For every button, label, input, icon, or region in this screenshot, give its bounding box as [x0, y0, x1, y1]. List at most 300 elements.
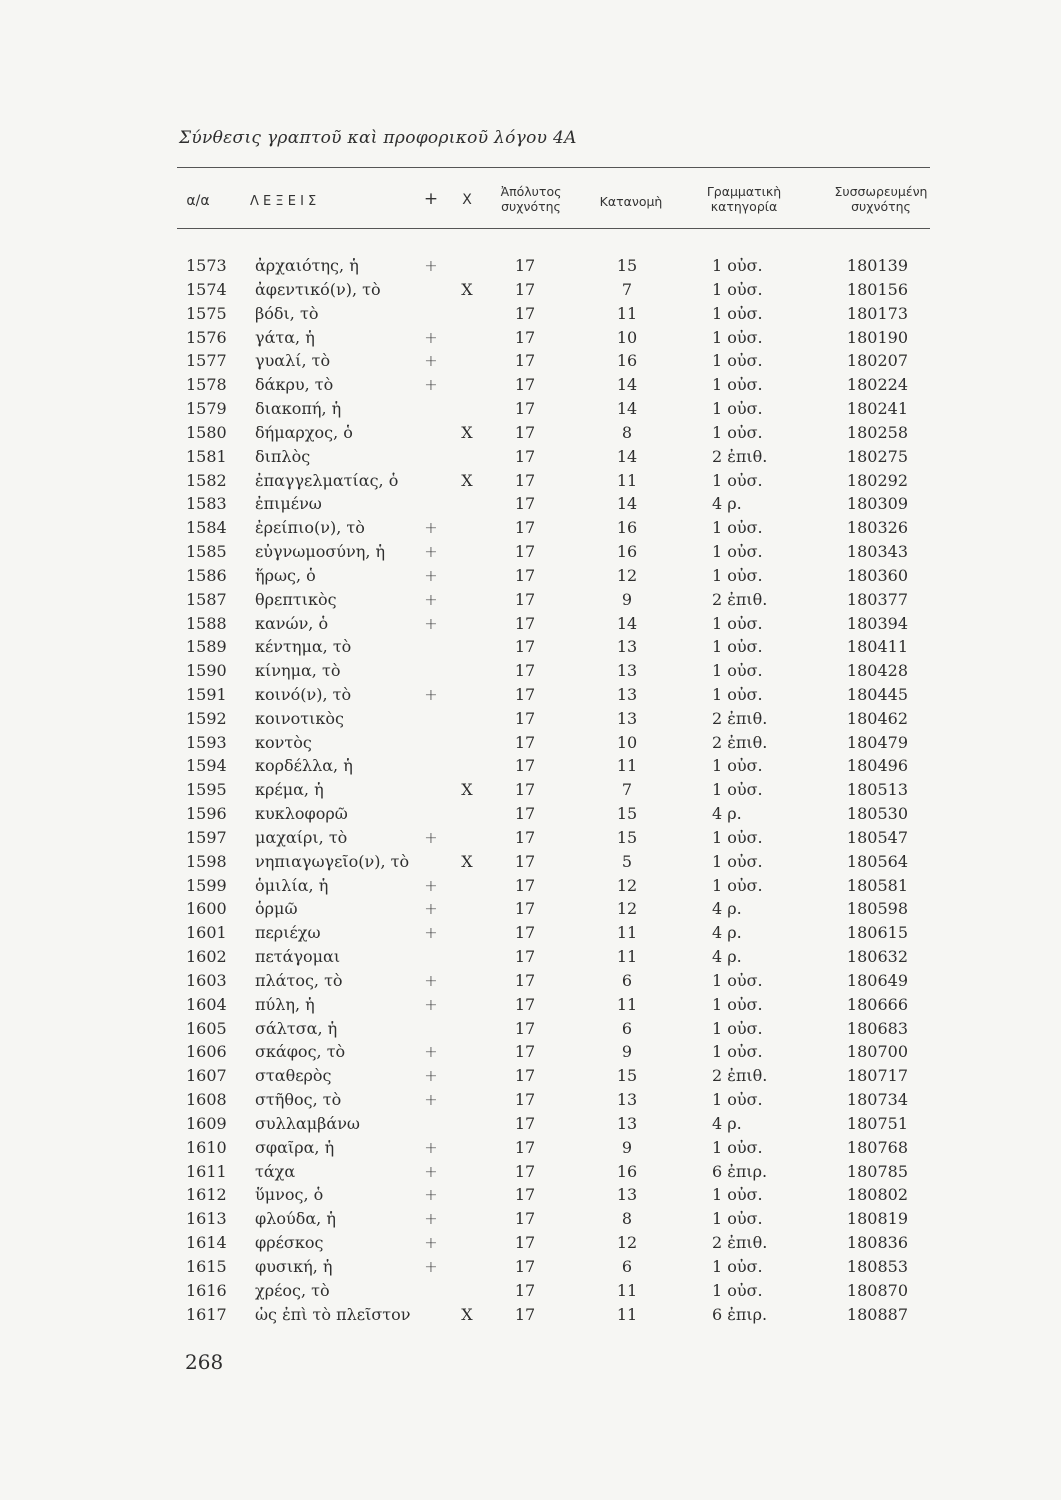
- entry-word: κορδέλλα, ἡ: [255, 756, 353, 776]
- table-row: [0, 278, 1061, 302]
- entry-number: 1592: [186, 708, 227, 728]
- entry-word: πλάτος, τὸ: [255, 970, 343, 990]
- entry-word: συλλαμβάνω: [255, 1113, 360, 1133]
- entry-absolute-frequency: 17: [514, 661, 536, 681]
- entry-plus-mark: +: [424, 827, 438, 847]
- entry-cumulative-frequency: 180394: [846, 613, 908, 633]
- entry-word: θρεπτικὸς: [255, 589, 337, 609]
- entry-absolute-frequency: 17: [514, 1090, 536, 1109]
- entry-distribution: 16: [616, 1161, 638, 1181]
- entry-cumulative-frequency: 180428: [846, 661, 908, 681]
- table-row: [0, 778, 1061, 802]
- entry-number: 1614: [186, 1233, 227, 1252]
- entry-number: 1598: [186, 851, 227, 871]
- table-row: [0, 540, 1061, 564]
- entry-distribution: 12: [616, 1233, 638, 1252]
- entry-plus-mark: +: [424, 351, 438, 371]
- entry-word: φυσική, ἡ: [255, 1256, 333, 1276]
- header-distribution: Κατανομὴ: [599, 194, 663, 209]
- entry-cumulative-frequency: 180173: [846, 303, 908, 323]
- table-row: [0, 1088, 1061, 1112]
- entry-number: 1617: [186, 1304, 227, 1324]
- entry-plus-mark: +: [424, 327, 438, 347]
- entry-word: νηπιαγωγεῖο(ν), τὸ: [255, 851, 410, 871]
- entry-distribution: 13: [616, 684, 638, 704]
- entry-absolute-frequency: 17: [514, 1161, 536, 1181]
- entry-grammatical-category: 1 οὐσ.: [712, 1042, 763, 1062]
- entry-cumulative-frequency: 180224: [846, 375, 908, 395]
- entry-number: 1593: [186, 732, 227, 752]
- entry-plus-mark: +: [424, 1090, 438, 1109]
- table-row: [0, 1303, 1061, 1327]
- entry-cumulative-frequency: 180666: [846, 994, 908, 1014]
- entry-grammatical-category: 1 οὐσ.: [712, 1018, 763, 1038]
- entry-plus-mark: +: [424, 1042, 438, 1062]
- entry-cumulative-frequency: 180632: [846, 947, 908, 967]
- page-title: Σύνθεσις γραπτοῦ καὶ προφορικοῦ λόγου 4Α: [179, 128, 577, 148]
- entry-grammatical-category: 1 οὐσ.: [712, 303, 763, 323]
- entry-absolute-frequency: 17: [514, 279, 536, 299]
- entry-number: 1610: [186, 1137, 227, 1157]
- entry-absolute-frequency: 17: [514, 1066, 536, 1086]
- table-row: [0, 492, 1061, 516]
- table-row: [0, 516, 1061, 540]
- entry-grammatical-category: 4 ρ.: [712, 804, 742, 824]
- entry-plus-mark: +: [424, 1161, 438, 1181]
- entry-number: 1597: [186, 827, 227, 847]
- entry-absolute-frequency: 17: [514, 1209, 536, 1229]
- entry-plus-mark: +: [424, 375, 438, 395]
- header-absolute-frequency: [488, 184, 574, 214]
- entry-cumulative-frequency: 180853: [846, 1256, 908, 1276]
- entry-number: 1611: [186, 1161, 227, 1181]
- entry-distribution: 11: [616, 1280, 638, 1300]
- entry-cumulative-frequency: 180207: [846, 351, 908, 371]
- entry-distribution: 8: [621, 422, 633, 442]
- entry-absolute-frequency: 17: [514, 542, 536, 561]
- entry-absolute-frequency: 17: [514, 613, 536, 633]
- entry-word: εὐγνωμοσύνη, ἡ: [255, 542, 386, 561]
- entry-distribution: 11: [616, 303, 638, 323]
- page-number: 268: [185, 1350, 224, 1374]
- table-row: [0, 802, 1061, 826]
- table-row: [0, 969, 1061, 993]
- entry-cumulative-frequency: 180802: [846, 1185, 908, 1205]
- entry-number: 1613: [186, 1209, 227, 1229]
- table-row: [0, 588, 1061, 612]
- entry-cumulative-frequency: 180564: [846, 851, 908, 871]
- table-row: [0, 254, 1061, 278]
- entry-cumulative-frequency: 180530: [846, 804, 908, 824]
- entry-x-mark: Χ: [461, 279, 473, 299]
- entry-absolute-frequency: 17: [514, 1113, 536, 1133]
- entry-absolute-frequency: 17: [514, 637, 536, 657]
- entry-word: διακοπή, ἡ: [255, 399, 342, 418]
- entry-cumulative-frequency: 180139: [846, 256, 908, 275]
- entry-absolute-frequency: 17: [514, 422, 536, 442]
- entry-word: ἐπαγγελματίας, ὁ: [255, 470, 399, 490]
- entry-absolute-frequency: 17: [514, 494, 536, 514]
- entry-distribution: 9: [621, 589, 633, 609]
- table-row: [0, 1040, 1061, 1064]
- entry-absolute-frequency: 17: [514, 518, 536, 538]
- entry-grammatical-category: 6 ἐπιρ.: [712, 1161, 768, 1181]
- table-row: [0, 1207, 1061, 1231]
- entry-cumulative-frequency: 180717: [846, 1066, 908, 1086]
- entry-number: 1594: [186, 756, 227, 776]
- entry-x-mark: Χ: [461, 1304, 473, 1324]
- entry-distribution: 11: [616, 756, 638, 776]
- entry-number: 1604: [186, 994, 227, 1014]
- entry-cumulative-frequency: 180734: [846, 1090, 908, 1109]
- table-row: [0, 373, 1061, 397]
- entry-absolute-frequency: 17: [514, 1018, 536, 1038]
- entry-grammatical-category: 4 ρ.: [712, 899, 742, 919]
- entry-grammatical-category: 4 ρ.: [712, 1113, 742, 1133]
- entry-plus-mark: +: [424, 1233, 438, 1252]
- entry-number: 1601: [186, 923, 227, 943]
- entry-word: ὁμιλία, ἡ: [255, 875, 329, 895]
- entry-plus-mark: +: [424, 684, 438, 704]
- entry-x-mark: Χ: [461, 780, 473, 800]
- entry-grammatical-category: 1 οὐσ.: [712, 1137, 763, 1157]
- entry-grammatical-category: 1 οὐσ.: [712, 1209, 763, 1229]
- entry-grammatical-category: 1 οὐσ.: [712, 1280, 763, 1300]
- entry-absolute-frequency: 17: [514, 923, 536, 943]
- table-row: [0, 945, 1061, 969]
- entry-number: 1586: [186, 565, 227, 585]
- entry-distribution: 12: [616, 565, 638, 585]
- entry-cumulative-frequency: 180343: [846, 542, 908, 561]
- entry-plus-mark: +: [424, 565, 438, 585]
- entry-grammatical-category: 1 οὐσ.: [712, 375, 763, 395]
- entry-plus-mark: +: [424, 1209, 438, 1229]
- entry-word: κοινό(ν), τὸ: [255, 684, 352, 704]
- table-row: [0, 826, 1061, 850]
- entry-distribution: 16: [616, 542, 638, 561]
- entry-plus-mark: +: [424, 994, 438, 1014]
- header-grammatical-line1: Γραμματικὴ: [706, 184, 782, 199]
- entry-word: φλούδα, ἡ: [255, 1209, 336, 1229]
- entry-distribution: 15: [616, 804, 638, 824]
- entry-number: 1576: [186, 327, 227, 347]
- entry-word: πύλη, ἡ: [255, 994, 315, 1014]
- entry-grammatical-category: 1 οὐσ.: [712, 351, 763, 371]
- entry-word: σάλτσα, ἡ: [255, 1018, 338, 1038]
- entry-cumulative-frequency: 180598: [846, 899, 908, 919]
- entry-word: διπλὸς: [255, 446, 311, 466]
- entry-cumulative-frequency: 180751: [846, 1113, 908, 1133]
- entry-cumulative-frequency: 180683: [846, 1018, 908, 1038]
- entry-grammatical-category: 1 οὐσ.: [712, 422, 763, 442]
- entry-word: κρέμα, ἡ: [255, 780, 324, 800]
- table-row: [0, 1017, 1061, 1041]
- entry-cumulative-frequency: 180360: [846, 565, 908, 585]
- entry-word: ἀρχαιότης, ἡ: [255, 256, 359, 275]
- entry-distribution: 13: [616, 708, 638, 728]
- entry-absolute-frequency: 17: [514, 1185, 536, 1205]
- entry-word: πετάγομαι: [255, 947, 341, 967]
- entry-distribution: 13: [616, 661, 638, 681]
- entry-distribution: 15: [616, 256, 638, 275]
- table-row: [0, 731, 1061, 755]
- entry-cumulative-frequency: 180768: [846, 1137, 908, 1157]
- entry-grammatical-category: 6 ἐπιρ.: [712, 1304, 768, 1324]
- entry-word: δήμαρχος, ὁ: [255, 422, 353, 442]
- entry-cumulative-frequency: 180411: [846, 637, 908, 657]
- entry-x-mark: Χ: [461, 470, 473, 490]
- entry-distribution: 6: [621, 1018, 633, 1038]
- entry-grammatical-category: 2 ἐπιθ.: [712, 589, 768, 609]
- entry-grammatical-category: 1 οὐσ.: [712, 613, 763, 633]
- entry-cumulative-frequency: 180785: [846, 1161, 908, 1181]
- entry-word: κοινοτικὸς: [255, 708, 344, 728]
- entry-number: 1578: [186, 375, 227, 395]
- entry-absolute-frequency: 17: [514, 994, 536, 1014]
- table-row: [0, 659, 1061, 683]
- table-row: [0, 921, 1061, 945]
- entry-absolute-frequency: 17: [514, 470, 536, 490]
- entry-plus-mark: +: [424, 923, 438, 943]
- entry-plus-mark: +: [424, 613, 438, 633]
- entry-cumulative-frequency: 180445: [846, 684, 908, 704]
- entry-distribution: 14: [616, 613, 638, 633]
- header-plus: +: [423, 189, 439, 209]
- entry-grammatical-category: 1 οὐσ.: [712, 756, 763, 776]
- entry-number: 1606: [186, 1042, 227, 1062]
- entry-absolute-frequency: 17: [514, 827, 536, 847]
- entry-word: σφαῖρα, ἡ: [255, 1137, 335, 1157]
- table-row: [0, 897, 1061, 921]
- entry-word: ἐρείπιο(ν), τὸ: [255, 518, 365, 538]
- entry-distribution: 11: [616, 947, 638, 967]
- entry-grammatical-category: 1 οὐσ.: [712, 1256, 763, 1276]
- entry-word: κυκλοφορῶ: [255, 804, 348, 824]
- entry-number: 1575: [186, 303, 227, 323]
- header-grammatical-line2: κατηγορία: [710, 199, 778, 214]
- entry-absolute-frequency: 17: [514, 375, 536, 395]
- entry-number: 1602: [186, 947, 227, 967]
- entry-distribution: 14: [616, 375, 638, 395]
- entry-absolute-frequency: 17: [514, 756, 536, 776]
- entry-number: 1582: [186, 470, 227, 490]
- entry-grammatical-category: 1 οὐσ.: [712, 780, 763, 800]
- table-row: [0, 326, 1061, 350]
- entry-grammatical-category: 1 οὐσ.: [712, 1090, 763, 1109]
- entry-number: 1584: [186, 518, 227, 538]
- entry-absolute-frequency: 17: [514, 1304, 536, 1324]
- entry-cumulative-frequency: 180649: [846, 970, 908, 990]
- header-aa: α/α: [186, 193, 210, 209]
- entry-grammatical-category: 1 οὐσ.: [712, 1185, 763, 1205]
- table-row: [0, 754, 1061, 778]
- entry-grammatical-category: 1 οὐσ.: [712, 661, 763, 681]
- entry-absolute-frequency: 17: [514, 589, 536, 609]
- entry-cumulative-frequency: 180887: [846, 1304, 908, 1324]
- entry-distribution: 10: [616, 327, 638, 347]
- entry-grammatical-category: 2 ἐπιθ.: [712, 708, 768, 728]
- entry-word: ἐπιμένω: [255, 494, 322, 514]
- entry-cumulative-frequency: 180258: [846, 422, 908, 442]
- entry-distribution: 14: [616, 494, 638, 514]
- entry-cumulative-frequency: 180377: [846, 589, 908, 609]
- entry-distribution: 5: [621, 851, 633, 871]
- header-cumulative-line1: Συσσωρευμένη: [834, 184, 928, 199]
- entry-cumulative-frequency: 180581: [846, 875, 908, 895]
- table-row: [0, 1255, 1061, 1279]
- entry-word: ἥρως, ὁ: [255, 565, 316, 585]
- entry-grammatical-category: 1 οὐσ.: [712, 565, 763, 585]
- entry-absolute-frequency: 17: [514, 565, 536, 585]
- entry-cumulative-frequency: 180292: [846, 470, 908, 490]
- table-row: [0, 445, 1061, 469]
- entry-absolute-frequency: 17: [514, 1137, 536, 1157]
- entry-grammatical-category: 1 οὐσ.: [712, 399, 763, 418]
- entry-grammatical-category: 1 οὐσ.: [712, 994, 763, 1014]
- entry-word: βόδι, τὸ: [255, 303, 319, 323]
- entry-number: 1589: [186, 637, 227, 657]
- entry-absolute-frequency: 17: [514, 303, 536, 323]
- entry-distribution: 11: [616, 923, 638, 943]
- table-row: [0, 612, 1061, 636]
- entry-absolute-frequency: 17: [514, 1233, 536, 1252]
- entry-number: 1590: [186, 661, 227, 681]
- header-lexeis: Λ Ε Ξ Ε Ι Σ: [250, 194, 317, 209]
- entry-cumulative-frequency: 180496: [846, 756, 908, 776]
- entry-absolute-frequency: 17: [514, 875, 536, 895]
- entry-x-mark: Χ: [461, 851, 473, 871]
- entry-cumulative-frequency: 180462: [846, 708, 908, 728]
- entry-distribution: 7: [621, 279, 633, 299]
- entry-distribution: 15: [616, 827, 638, 847]
- entry-absolute-frequency: 17: [514, 327, 536, 347]
- entry-plus-mark: +: [424, 1256, 438, 1276]
- entry-word: γυαλί, τὸ: [255, 351, 331, 371]
- entry-absolute-frequency: 17: [514, 256, 536, 275]
- table-row: [0, 1136, 1061, 1160]
- entry-absolute-frequency: 17: [514, 708, 536, 728]
- entry-distribution: 15: [616, 1066, 638, 1086]
- entry-number: 1607: [186, 1066, 227, 1086]
- entry-distribution: 13: [616, 1185, 638, 1205]
- table-row: [0, 349, 1061, 373]
- entry-distribution: 7: [621, 780, 633, 800]
- entry-number: 1605: [186, 1018, 227, 1038]
- entry-cumulative-frequency: 180513: [846, 780, 908, 800]
- table-row: [0, 302, 1061, 326]
- entry-grammatical-category: 1 οὐσ.: [712, 970, 763, 990]
- entry-cumulative-frequency: 180700: [846, 1042, 908, 1062]
- entry-plus-mark: +: [424, 1185, 438, 1205]
- entry-distribution: 10: [616, 732, 638, 752]
- entry-absolute-frequency: 17: [514, 1042, 536, 1062]
- header-grammatical-category: [694, 184, 794, 214]
- entry-cumulative-frequency: 180819: [846, 1209, 908, 1229]
- entry-grammatical-category: 1 οὐσ.: [712, 542, 763, 561]
- table-row: [0, 1183, 1061, 1207]
- table-row: [0, 1279, 1061, 1303]
- entry-grammatical-category: 1 οὐσ.: [712, 637, 763, 657]
- entry-number: 1599: [186, 875, 227, 895]
- entry-number: 1591: [186, 684, 227, 704]
- entry-distribution: 13: [616, 637, 638, 657]
- entry-grammatical-category: 4 ρ.: [712, 923, 742, 943]
- entry-grammatical-category: 1 οὐσ.: [712, 470, 763, 490]
- entry-number: 1579: [186, 399, 227, 418]
- entry-distribution: 13: [616, 1113, 638, 1133]
- entry-absolute-frequency: 17: [514, 1256, 536, 1276]
- header-absolute-line1: Ἀπόλυτος: [500, 184, 562, 199]
- entry-number: 1600: [186, 899, 227, 919]
- entry-distribution: 14: [616, 446, 638, 466]
- entry-word: ὁρμῶ: [255, 899, 298, 919]
- entry-word: κοντὸς: [255, 732, 312, 752]
- entry-grammatical-category: 2 ἐπιθ.: [712, 732, 768, 752]
- entry-plus-mark: +: [424, 256, 438, 275]
- entry-distribution: 9: [621, 1137, 633, 1157]
- entry-distribution: 12: [616, 899, 638, 919]
- entry-number: 1609: [186, 1113, 227, 1133]
- entry-word: γάτα, ἡ: [255, 327, 315, 347]
- entry-grammatical-category: 1 οὐσ.: [712, 327, 763, 347]
- table-row: [0, 707, 1061, 731]
- entry-distribution: 9: [621, 1042, 633, 1062]
- entry-cumulative-frequency: 180615: [846, 923, 908, 943]
- entry-plus-mark: +: [424, 1137, 438, 1157]
- header-bottom-rule: [177, 228, 930, 229]
- table-row: [0, 469, 1061, 493]
- entry-grammatical-category: 1 οὐσ.: [712, 851, 763, 871]
- entry-word: σταθερὸς: [255, 1066, 332, 1086]
- entry-plus-mark: +: [424, 589, 438, 609]
- header-top-rule: [177, 167, 930, 168]
- table-row: [0, 1064, 1061, 1088]
- entry-absolute-frequency: 17: [514, 780, 536, 800]
- entry-distribution: 14: [616, 399, 638, 418]
- entry-absolute-frequency: 17: [514, 399, 536, 418]
- entry-distribution: 13: [616, 1090, 638, 1109]
- entry-number: 1577: [186, 351, 227, 371]
- table-row: [0, 1112, 1061, 1136]
- entry-word: κίνημα, τὸ: [255, 661, 341, 681]
- entry-absolute-frequency: 17: [514, 684, 536, 704]
- table-row: [0, 421, 1061, 445]
- entry-distribution: 6: [621, 1256, 633, 1276]
- entry-cumulative-frequency: 180156: [846, 279, 908, 299]
- entry-plus-mark: +: [424, 970, 438, 990]
- entry-number: 1583: [186, 494, 227, 514]
- entry-absolute-frequency: 17: [514, 851, 536, 871]
- entry-distribution: 16: [616, 518, 638, 538]
- entry-grammatical-category: 1 οὐσ.: [712, 518, 763, 538]
- entry-grammatical-category: 1 οὐσ.: [712, 256, 763, 275]
- entry-distribution: 8: [621, 1209, 633, 1229]
- entry-cumulative-frequency: 180326: [846, 518, 908, 538]
- entry-word: περιέχω: [255, 923, 321, 943]
- table-row: [0, 993, 1061, 1017]
- entry-number: 1595: [186, 780, 227, 800]
- entry-distribution: 6: [621, 970, 633, 990]
- entry-number: 1585: [186, 542, 227, 561]
- entry-word: φρέσκος: [255, 1233, 324, 1252]
- entry-plus-mark: +: [424, 542, 438, 561]
- entry-word: δάκρυ, τὸ: [255, 375, 334, 395]
- entry-number: 1587: [186, 589, 227, 609]
- entry-cumulative-frequency: 180275: [846, 446, 908, 466]
- entry-x-mark: Χ: [461, 422, 473, 442]
- table-row: [0, 683, 1061, 707]
- entry-grammatical-category: 2 ἐπιθ.: [712, 446, 768, 466]
